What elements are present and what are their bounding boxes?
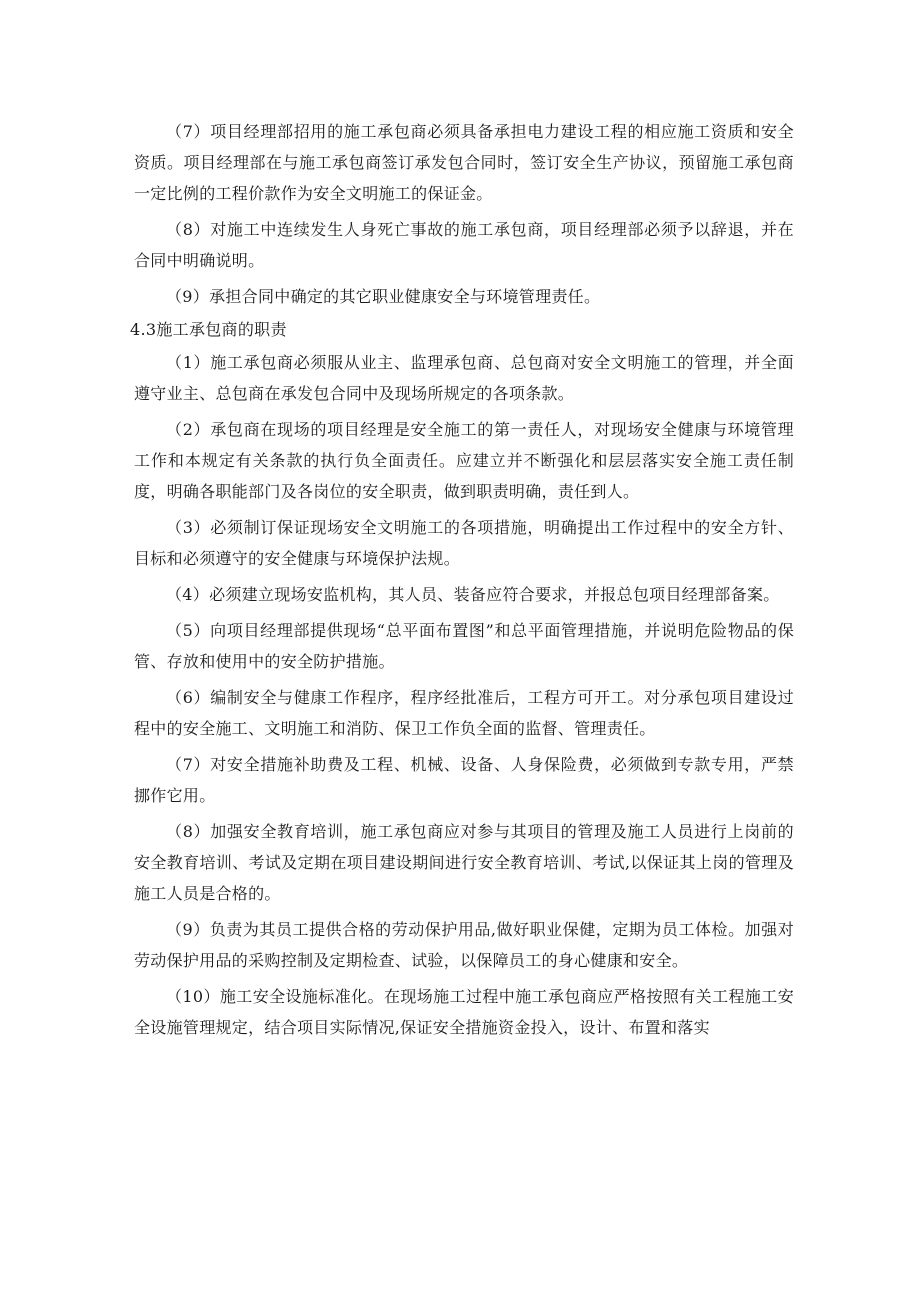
paragraph-item-7-staffing: （7）项目经理部招用的施工承包商必须具备承担电力建设工程的相应施工资质和安全资质。项目经理部在与施工承包商签订承发包合同时，签订安全生产协议，预留施工承包商一定比例的工程价款作为安全文明施工的保证金。 bbox=[134, 122, 794, 203]
paragraph-item-9-other-duties: （9）承担合同中确定的其它职业健康安全与环境管理责任。 bbox=[166, 287, 601, 306]
paragraph-contractor-1: （1）施工承包商必须服从业主、监理承包商、总包商对安全文明施工的管理，并全面遵守业主、总包商在承发包合同中及现场所规定的各项条款。 bbox=[134, 353, 794, 403]
paragraph-contractor-4: （4）必须建立现场安监机构，其人员、装备应符合要求，并报总包项目经理部备案。 bbox=[166, 585, 780, 604]
paragraph-contractor-9: （9）负责为其员工提供合格的劳动保护用品,做好职业保健，定期为员工体检。加强对劳动保护用品的采购控制及定期检查、试验，以保障员工的身心健康和安全。 bbox=[134, 920, 794, 970]
paragraph-contractor-2: （2）承包商在现场的项目经理是安全施工的第一责任人，对现场安全健康与环境管理工作和本规定有关条款的执行负全面责任。应建立并不断强化和层层落实安全施工责任制度，明确各职能部门及各岗位的安全职责，做到职责明确，责任到人。 bbox=[134, 420, 794, 501]
paragraph-contractor-3: （3）必须制订保证现场安全文明施工的各项措施，明确提出工作过程中的安全方针、目标和必须遵守的安全健康与环境保护法规。 bbox=[134, 518, 794, 568]
paragraph-contractor-5: （5）向项目经理部提供现场“总平面布置图”和总平面管理措施，并说明危险物品的保管、存放和使用中的安全防护措施。 bbox=[134, 621, 794, 671]
paragraph-item-8-dismissal: （8）对施工中连续发生人身死亡事故的施工承包商，项目经理部必须予以辞退，并在合同中明确说明。 bbox=[134, 220, 794, 270]
paragraph-contractor-6: （6）编制安全与健康工作程序，程序经批准后，工程方可开工。对分承包项目建设过程中的安全施工、文明施工和消防、保卫工作负全面的监督、管理责任。 bbox=[134, 688, 794, 738]
document-page bbox=[130, 116, 794, 1043]
paragraph-contractor-8: （8）加强安全教育培训，施工承包商应对参与其项目的管理及施工人员进行上岗前的安全教育培训、考试及定期在项目建设期间进行安全教育培训、考试,以保证其上岗的管理及施工人员是合格的。 bbox=[134, 822, 794, 903]
section-heading-4-3: 4.3施工承包商的职责 bbox=[130, 320, 287, 339]
paragraph-contractor-7: （7）对安全措施补助费及工程、机械、设备、人身保险费，必须做到专款专用，严禁挪作它用。 bbox=[134, 755, 794, 805]
paragraph-contractor-10: （10）施工安全设施标准化。在现场施工过程中施工承包商应严格按照有关工程施工安全设施管理规定，结合项目实际情况,保证安全措施资金投入，设计、布置和落实 bbox=[134, 987, 794, 1037]
